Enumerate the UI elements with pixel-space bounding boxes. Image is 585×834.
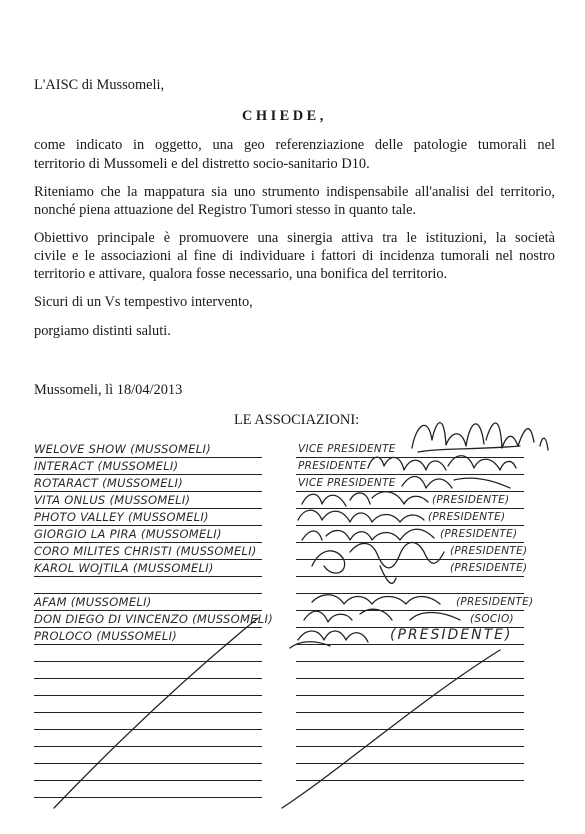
association-name: PROLOCO (MUSSOMELI) <box>34 629 178 643</box>
signature <box>412 423 548 450</box>
signer-role: (SOCIO) <box>470 613 514 625</box>
association-name: INTERACT (MUSSOMELI) <box>34 459 179 473</box>
signature <box>380 566 396 583</box>
association-name: PHOTO VALLEY (MUSSOMELI) <box>34 510 209 524</box>
paragraph-1-line-2: territorio di Mussomeli e del distretto socio-sanitario D10. <box>34 156 370 172</box>
sender-line: L'AISC di Mussomeli, <box>34 77 165 93</box>
paragraph-3-line-2: civile e le associazioni al fine di individuare i fattori di incidenza tumorali nel nostro <box>34 248 555 264</box>
signature <box>290 642 330 648</box>
signature <box>298 510 424 522</box>
signer-role: (PRESIDENTE) <box>432 494 510 506</box>
paragraph-2-line-1: Riteniamo che la mappatura sia uno strumento indispensabile all'analisi del territorio, <box>34 184 555 200</box>
paragraph-2-line-2: nonché piena attuazione del Registro Tumori stesso in quanto tale. <box>34 202 417 218</box>
association-name: VITA ONLUS (MUSSOMELI) <box>34 493 191 507</box>
association-name: DON DIEGO DI VINCENZO (MUSSOMELI) <box>34 612 273 626</box>
signer-role: (PRESIDENTE) <box>450 545 528 557</box>
signer-role: (PRESIDENTE) <box>456 596 534 608</box>
signer-role: (PRESIDENTE) <box>428 511 506 523</box>
associations-heading: LE ASSOCIAZIONI: <box>234 412 360 428</box>
association-name: GIORGIO LA PIRA (MUSSOMELI) <box>34 527 222 541</box>
cancellation-stroke <box>282 650 500 808</box>
association-name: CORO MILITES CHRISTI (MUSSOMELI) <box>34 544 257 558</box>
signature <box>368 456 516 470</box>
signer-role: PRESIDENTE <box>298 460 367 472</box>
document-title: CHIEDE, <box>242 108 327 124</box>
signature <box>312 595 440 604</box>
signer-role: (PRESIDENTE) <box>450 562 528 574</box>
paragraph-3-line-3: territorio e attivare, qualora fosse necessario, una bonifica del territorio. <box>34 266 448 282</box>
signature <box>298 631 368 642</box>
signature <box>302 492 428 506</box>
place-date: Mussomeli, lì 18/04/2013 <box>34 382 183 398</box>
paragraph-1-line-1: come indicato in oggetto, una geo referenziazione delle patologie tumorali nel <box>34 137 555 153</box>
closing-line-2: porgiamo distinti saluti. <box>34 323 171 339</box>
signer-role: VICE PRESIDENTE <box>298 443 396 455</box>
association-name: WELOVE SHOW (MUSSOMELI) <box>34 442 211 456</box>
signer-role: (PRESIDENTE) <box>390 627 513 643</box>
signature <box>302 529 434 540</box>
association-name: AFAM (MUSSOMELI) <box>34 595 152 609</box>
signature <box>402 477 510 489</box>
signer-role: VICE PRESIDENTE <box>298 477 396 489</box>
signature <box>418 446 520 452</box>
signature <box>312 542 444 573</box>
paragraph-3-line-1: Obiettivo principale è promuovere una sinergia attiva tra le istituzioni, la società <box>34 230 555 246</box>
association-name: KAROL WOJTILA (MUSSOMELI) <box>34 561 214 575</box>
cancellation-stroke <box>54 618 258 808</box>
signature <box>304 609 460 622</box>
closing-line-1: Sicuri di un Vs tempestivo intervento, <box>34 294 253 310</box>
association-name: ROTARACT (MUSSOMELI) <box>34 476 183 490</box>
signer-role: (PRESIDENTE) <box>440 528 518 540</box>
